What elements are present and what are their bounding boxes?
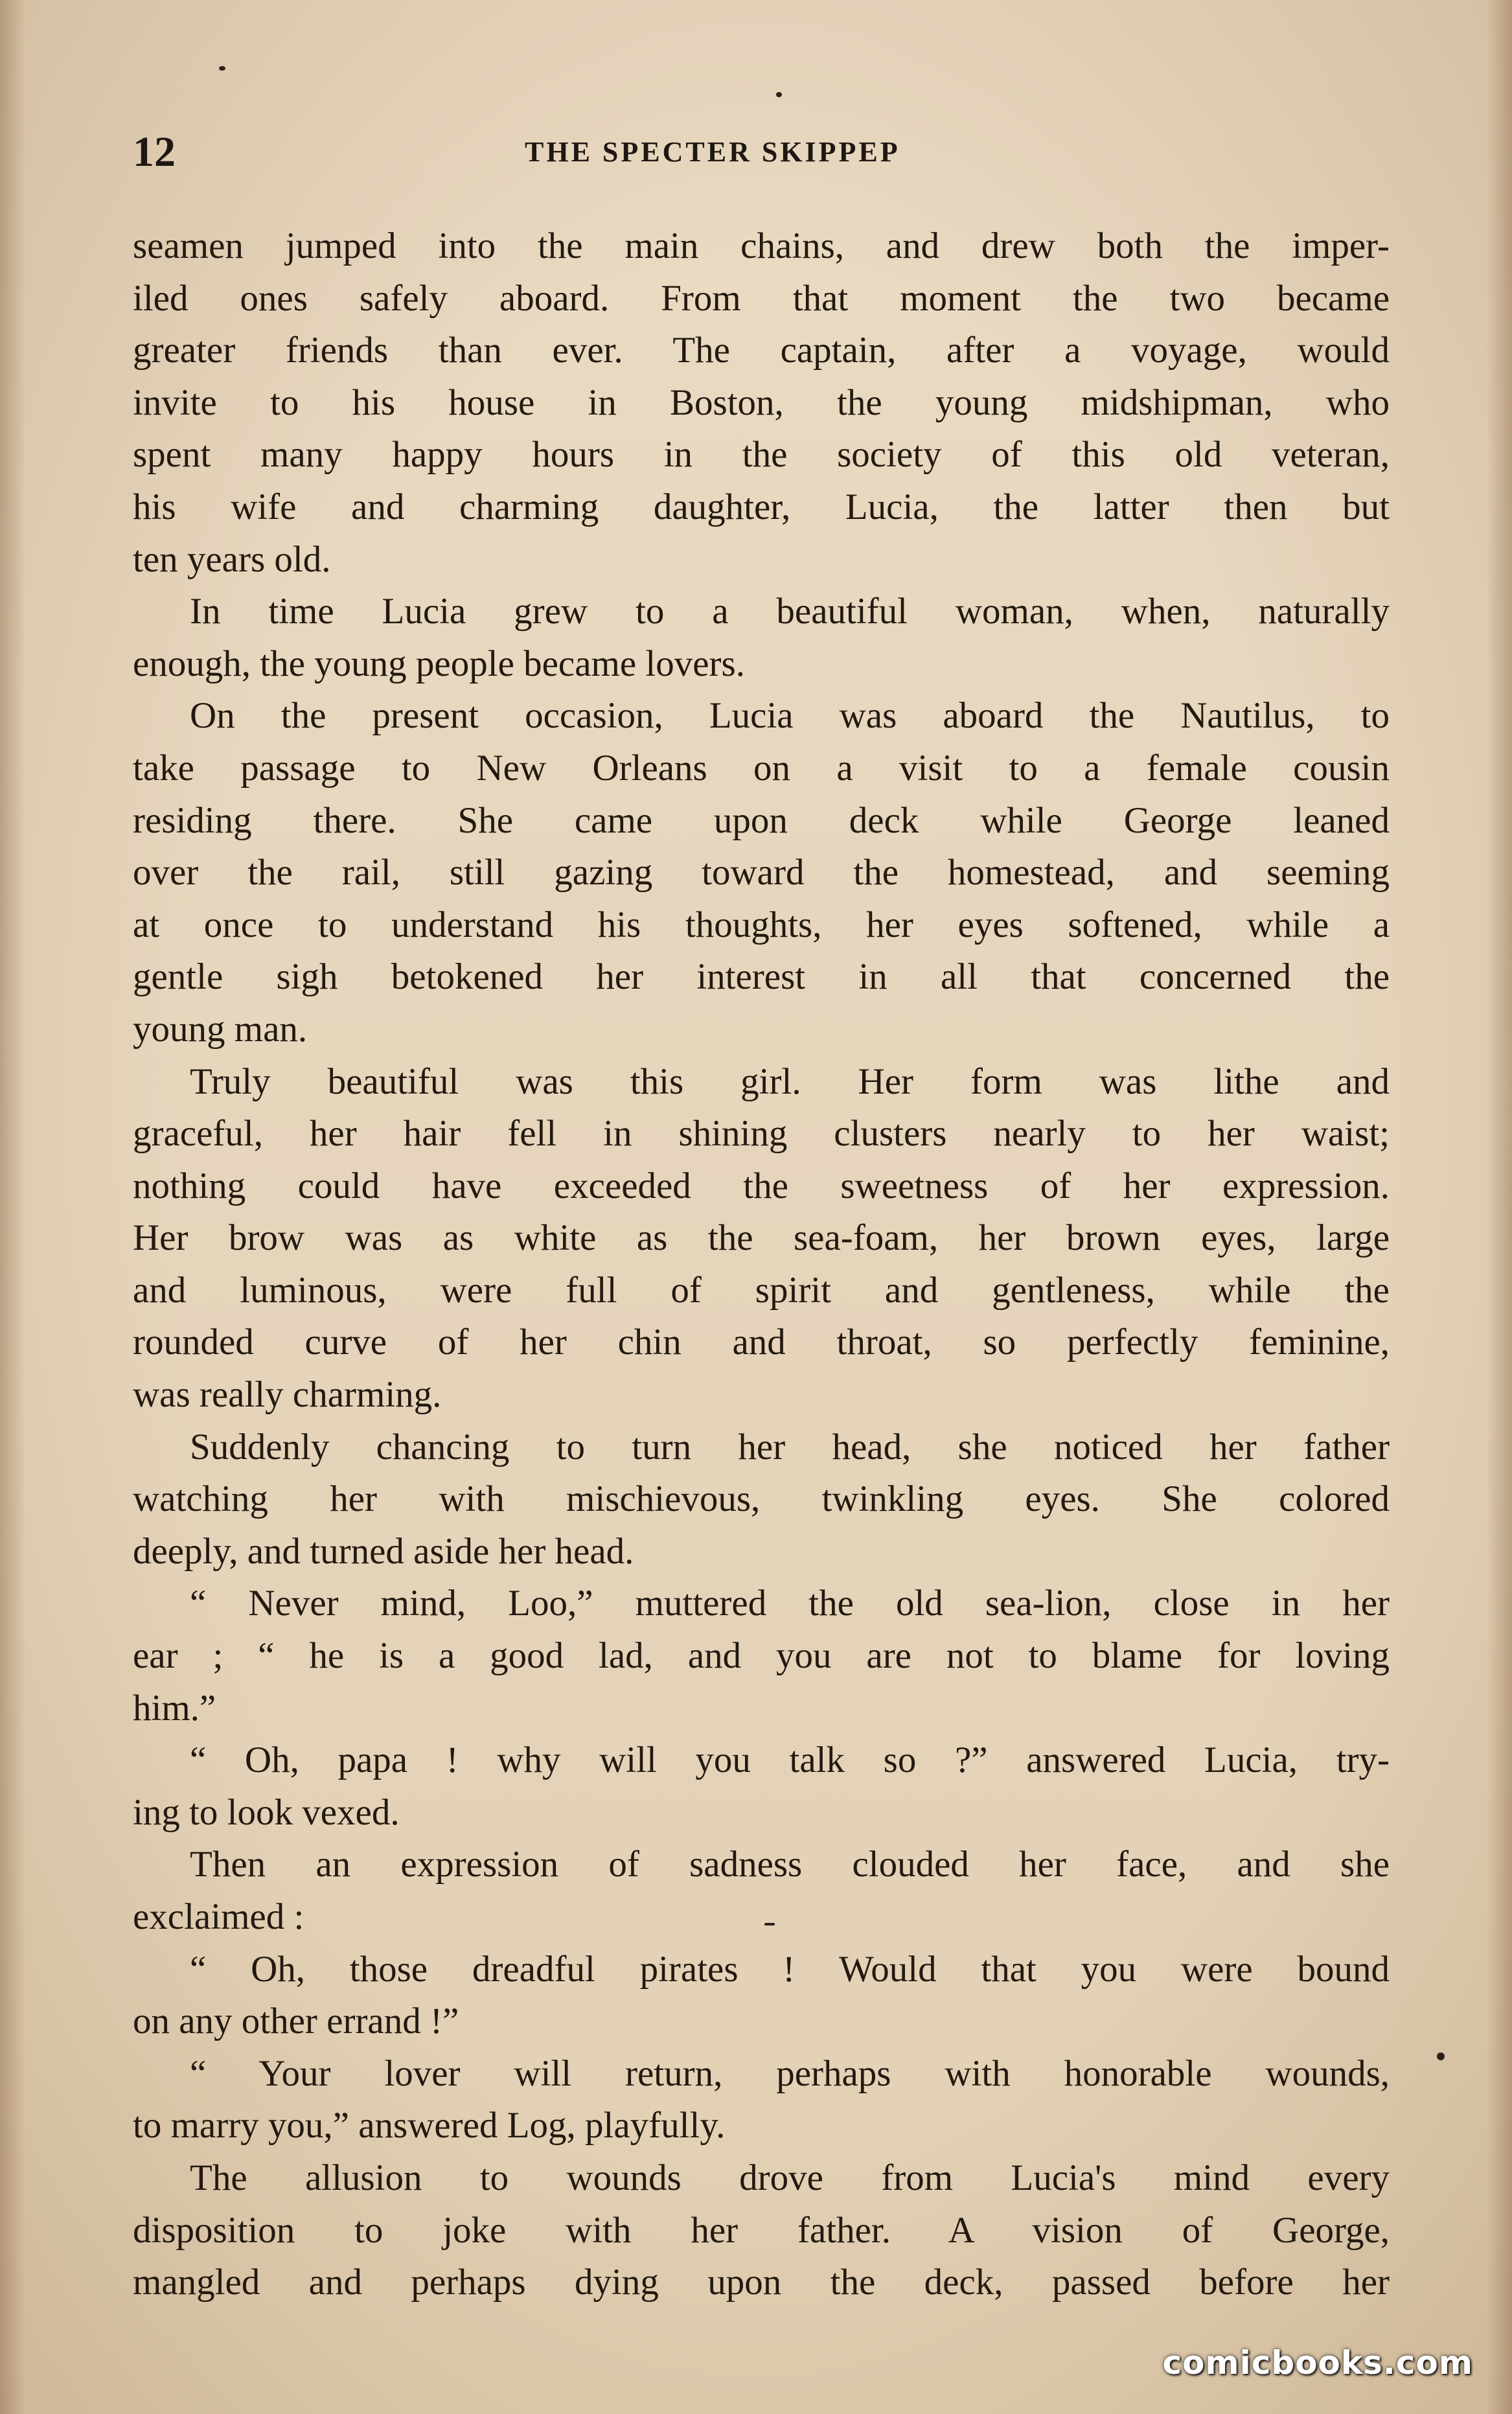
text-line: gentle sigh betokened her interest in all that concerned the (133, 956, 1390, 998)
text-line: ear ; “ he is a good lad, and you are not to blame for loving (133, 1635, 1390, 1677)
text-line: On the present occasion, Lucia was aboard the Nautilus, to (190, 695, 1390, 737)
watermark-text: comicbooks.com (1162, 2344, 1473, 2382)
text-line: to marry you,” answered Log, playfully. (133, 2105, 726, 2146)
page-header (133, 123, 1396, 181)
page-edge-shadow-right (1486, 0, 1512, 2414)
text-line: was really charming. (133, 1374, 442, 1416)
text-line: residing there. She came upon deck while George leaned (133, 799, 1390, 841)
running-title: THE SPECTER SKIPPEP (525, 136, 900, 168)
text-line: invite to his house in Boston, the young midshipman, who (133, 382, 1390, 423)
text-line: and luminous, were full of spirit and gentleness, while the (133, 1269, 1390, 1311)
text-line: nothing could have exceeded the sweetness of her expression. (133, 1165, 1390, 1206)
text-line: Suddenly chancing to turn her head, she noticed her father (190, 1426, 1390, 1467)
text-line: greater friends than ever. The captain, after a voyage, would (133, 330, 1390, 371)
text-line: over the rail, still gazing toward the homestead, and seeming (133, 852, 1390, 893)
page-edge-shadow-left (0, 0, 26, 2414)
text-line: exclaimed : (133, 1896, 304, 1937)
text-line: watching her with mischievous, twinkling eyes. She colored (133, 1478, 1390, 1520)
text-line: “ Never mind, Loo,” muttered the old sea-lion, close in her (190, 1583, 1390, 1624)
text-line: iled ones safely aboard. From that moment the two became (133, 277, 1390, 319)
text-line: graceful, her hair fell in shining clusters nearly to her waist; (133, 1113, 1390, 1155)
text-line: rounded curve of her chin and throat, so perfectly feminine, (133, 1322, 1390, 1363)
text-line: Truly beautiful was this girl. Her form was lithe and (190, 1061, 1390, 1102)
text-line: his wife and charming daughter, Lucia, the latter then but (133, 486, 1390, 527)
text-line: at once to understand his thoughts, her eyes softened, while a (133, 904, 1390, 945)
text-line: spent many happy hours in the society of this old veteran, (133, 434, 1390, 476)
text-line: him.” (133, 1687, 216, 1729)
page-number: 12 (133, 128, 176, 176)
text-line: ing to look vexed. (133, 1791, 400, 1833)
text-line: on any other errand !” (133, 2001, 459, 2042)
text-line: take passage to New Orleans on a visit to a female cousin (133, 747, 1390, 788)
text-line: ten years old. (133, 538, 331, 580)
text-line: enough, the young people became lovers. (133, 643, 745, 684)
text-line: disposition to joke with her father. A vision of George, (133, 2209, 1390, 2251)
text-line: seamen jumped into the main chains, and drew both the imper- (133, 225, 1390, 266)
text-line: “ Your lover will return, perhaps with honorable wounds, (190, 2052, 1390, 2094)
text-line: young man. (133, 1008, 308, 1050)
text-line: deeply, and turned aside her head. (133, 1530, 634, 1572)
body-text (133, 220, 1390, 2309)
text-line: “ Oh, those dreadful pirates ! Would that you were bound (190, 1948, 1390, 1990)
ink-speck (1437, 2052, 1445, 2060)
text-line: Then an expression of sadness clouded her face, and she (190, 1844, 1390, 1885)
ink-speck (776, 92, 782, 97)
text-line: In time Lucia grew to a beautiful woman, when, naturally (190, 591, 1390, 632)
ink-speck (219, 66, 225, 71)
text-line: “ Oh, papa ! why will you talk so ?” answered Lucia, try- (190, 1740, 1390, 1781)
text-line: mangled and perhaps dying upon the deck, passed before her (133, 2262, 1390, 2303)
text-line: Her brow was as white as the sea-foam, her brown eyes, large (133, 1217, 1390, 1259)
text-line: The allusion to wounds drove from Lucia's mind every (190, 2157, 1390, 2198)
